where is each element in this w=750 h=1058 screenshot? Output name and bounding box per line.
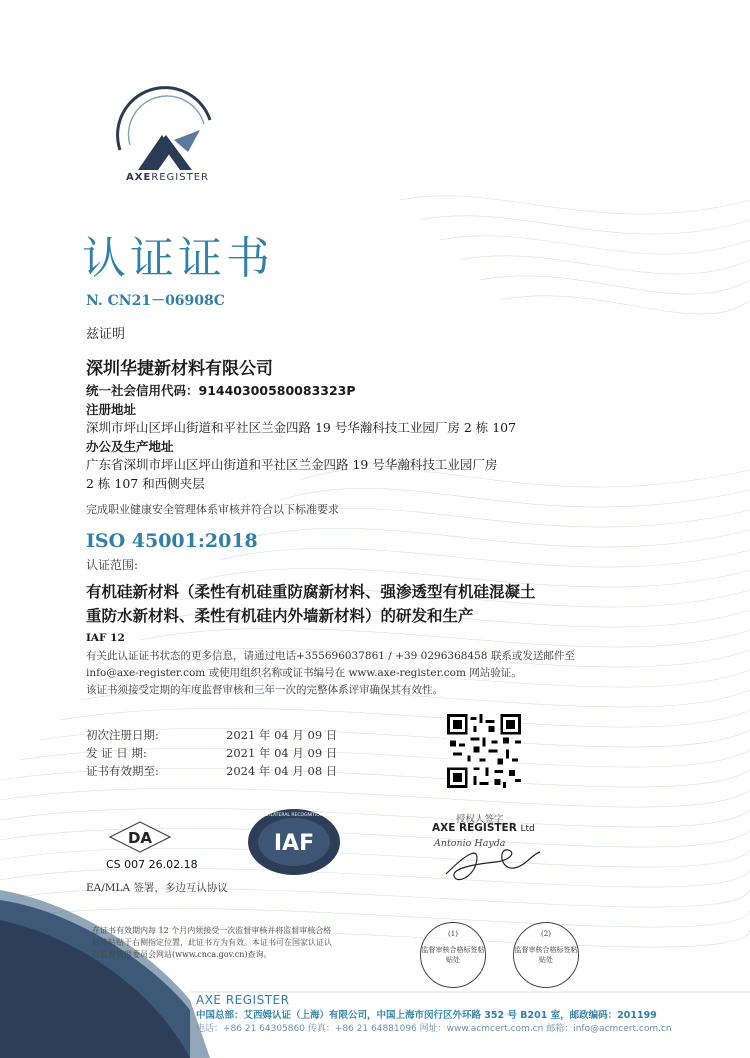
surveillance-stamp-1: (1) 监督审核合格标签粘贴处 [420,922,486,988]
office-address-line-1: 广东省深圳市坪山区坪山街道和平社区兰金四路 19 号华瀚科技工业园厂房 [86,457,498,472]
iaf-code: IAF 12 [86,632,125,644]
credit-code: 统一社会信用代码：91440300580083323P [86,383,356,398]
standard-name: ISO 45001:2018 [86,530,258,552]
signature-label: 授权人签字 [456,814,504,825]
da-code: CS 007 26.02.18 [106,858,198,871]
company-name: 深圳华捷新材料有限公司 [86,359,273,379]
issue-date-label: 发 证 日 期: [86,746,147,760]
handwritten-signature [436,834,556,890]
ea-mla-note: EA/MLA 签署，多边互认协议 [86,882,228,894]
compliance-statement: 完成职业健康安全管理体系审核并符合以下标准要求 [86,503,339,516]
footer-headquarters: 中国总部：艾西姆认证（上海）有限公司，中国上海市闵行区外环路 352 号 B201 室，邮政编码：201199 [196,1010,657,1021]
surveillance-stamp-2: (2) 监督审核合格标签粘贴处 [513,922,579,988]
registered-address: 深圳市坪山区坪山街道和平社区兰金四路 19 号华瀚科技工业园厂房 2 栋 107 [86,420,517,435]
expiry-date: 2024 年 04 月 08 日 [226,764,338,778]
svg-text:DA: DA [127,829,153,847]
footer-brand: AXE REGISTER [196,993,290,1007]
signature-org: AXE REGISTER Ltd [432,822,535,834]
certificate-number: N. CN21－06908C [86,293,225,309]
qr-code[interactable] [447,714,521,788]
scope-line-2: 重防水新材料、柔性有机硅内外墙新材料）的研发和生产 [86,607,474,625]
initial-date: 2021 年 04 月 09 日 [226,728,338,742]
info-line-2: info@axe-register.com 或使用组织名称或证书编号在 www.axe-register.com 网站验证。 [86,667,522,679]
info-line-1: 有关此认证证书状态的更多信息，请通过电话+355696037861 / +39 0296368458 联系或发送邮件至 [86,650,575,662]
certificate-title: 认证证书 [82,233,274,284]
office-address-line-2: 2 栋 107 和西侧夹层 [86,476,205,491]
iaf-logo [228,806,360,878]
surveillance-fine-print: 在证书有效期内每 12 个月内须接受一次监督审核并将监督审核合格标签粘贴于右侧指定位置，此证书方为有效。本证书可在国家认证认可监督管理委员会网站(www.cnca.gov.cn)查询。 [92,926,332,959]
expiry-date-label: 证书有效期至: [86,764,159,778]
scope-line-1: 有机硅新材料（柔性有机硅重防腐新材料、强渗透型有机硅混凝土 [86,583,536,601]
initial-date-label: 初次注册日期: [86,728,159,742]
certification-scope [86,580,646,628]
iaf-ring-text: MEMBER OF MULTILATERAL RECOGNITION ARRANGEMENT [228,813,360,818]
issue-date: 2021 年 04 月 09 日 [226,746,338,760]
logo-wordmark: AXEREGISTER [126,172,209,183]
intro-text: 兹证明 [86,327,126,342]
office-address-label: 办公及生产地址 [86,439,174,454]
footer-contact: 电话：+86 21 64305860 传真：+86 21 64881096 网址：www.acmcert.com.cn 邮箱：info@acmcert.com.cn [196,1024,672,1034]
iaf-logo-text: IAF [273,831,315,856]
da-accreditation-logo [108,818,172,856]
signatory-name: Antonio Hayda [434,838,506,849]
scope-label: 认证范围: [86,558,139,572]
certificate-dates [86,726,337,780]
registered-address-label: 注册地址 [86,402,137,417]
verification-info [86,648,586,699]
info-line-3: 该证书须接受定期的年度监督审核和三年一次的完整体系评审确保其有效性。 [86,684,443,696]
